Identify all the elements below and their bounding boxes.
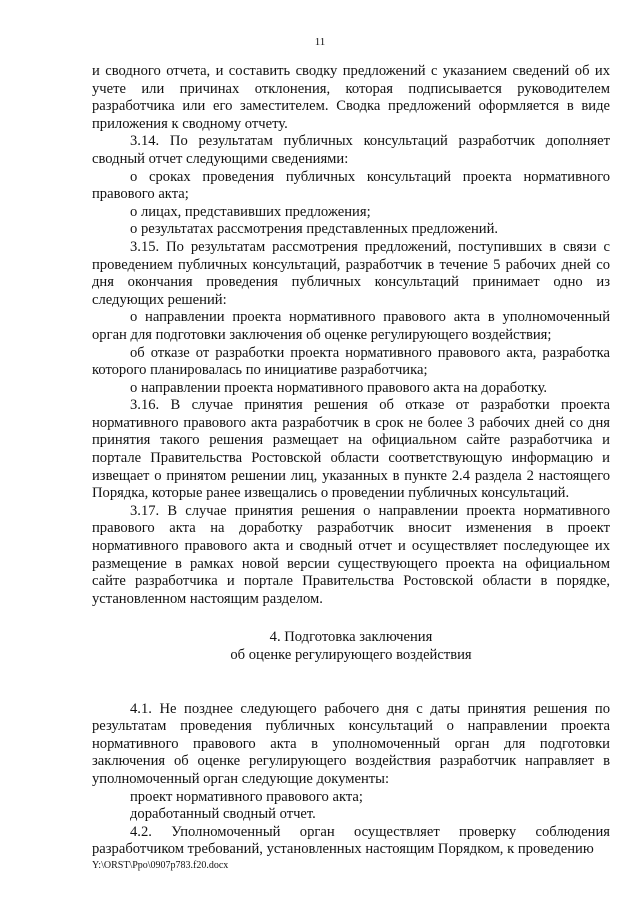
section-heading-line2: об оценке регулирующего воздействия — [230, 647, 472, 663]
footer-file-path: Y:\ORST\Ppo\0907p783.f20.docx — [92, 860, 229, 871]
list-item-review-results: о результатах рассмотрения представленных предложений. — [130, 221, 499, 238]
list-item-revised-report: доработанный сводный отчет. — [130, 806, 316, 823]
list-item-consultation-dates: о сроках проведения публичных консультаций проекта нормативного правового акта; — [92, 168, 610, 203]
paragraph-4-1: 4.1. Не позднее следующего рабочего дня с даты принятия решения по результатам проведения публичных консультаций о направлении проекта нормативного правового акта в уполномоченный орган для подготовки заключения об оценке регулирующего воздействия разработчик направляет в уполномоченный орган следующие документы: — [92, 700, 610, 787]
list-item-proposal-authors: о лицах, представивших предложения; — [130, 203, 371, 220]
paragraph-3-17: 3.17. В случае принятия решения о направлении проекта нормативного правового акта на доработку разработчик вносит изменения в проект нормативного правового акта и сводный отчет и осуществляет последующее их размещение в рамках новой версии существующего проекта на официальном сайте разработчика и портале Правительства Ростовской области в порядке, установленном настоящим разделом. — [92, 502, 610, 607]
page-number: 11 — [314, 36, 326, 48]
paragraph-3-15: 3.15. По результатам рассмотрения предложений, поступивших в связи с проведением публичных консультаций, разработчик в течение 5 рабочих дней со дня окончания проведения публичных консультаций принимает одно из следующих решений: — [92, 238, 610, 308]
paragraph-continuation: и сводного отчета, и составить сводку предложений с указанием сведений об их учете или причинах отклонения, которая подписывается руководителем разработчика или его заместителем. Сводка предложений оформляется в виде приложения к сводному отчету. — [92, 63, 610, 132]
list-item-send-to-authority: о направлении проекта нормативного правового акта в уполномоченный орган для подготовки заключения об оценке регулирующего воздействия; — [92, 309, 610, 343]
document-body — [92, 63, 610, 859]
paragraph-3-14: 3.14. По результатам публичных консультаций разработчик дополняет сводный отчет следующими сведениями: — [92, 133, 610, 167]
paragraph-4-2: 4.2. Уполномоченный орган осуществляет проверку соблюдения разработчиком требований, установленных настоящим Порядком, к проведению — [92, 823, 610, 858]
list-item-send-for-revision: о направлении проекта нормативного правового акта на доработку. — [130, 379, 548, 396]
section-heading-line1: 4. Подготовка заключения — [269, 629, 433, 646]
section-heading — [92, 629, 610, 664]
paragraph-3-16: 3.16. В случае принятия решения об отказе от разработки проекта нормативного правового акта разработчик в срок не более 3 рабочих дней со дня принятия такого решения размещает на официальном сайте разработчика и портале Правительства Ростовской области соответствующую информацию и извещает о принятом решении лиц, указанных в пункте 2.4 раздела 2 настоящего Порядка, которые ранее извещались о проведении публичных консультаций. — [92, 397, 610, 502]
list-item-draft-act: проект нормативного правового акта; — [130, 788, 363, 805]
list-item-refuse-development: об отказе от разработки проекта нормативного правового акта, разработка которого планировалась по инициативе разработчика; — [92, 344, 610, 379]
